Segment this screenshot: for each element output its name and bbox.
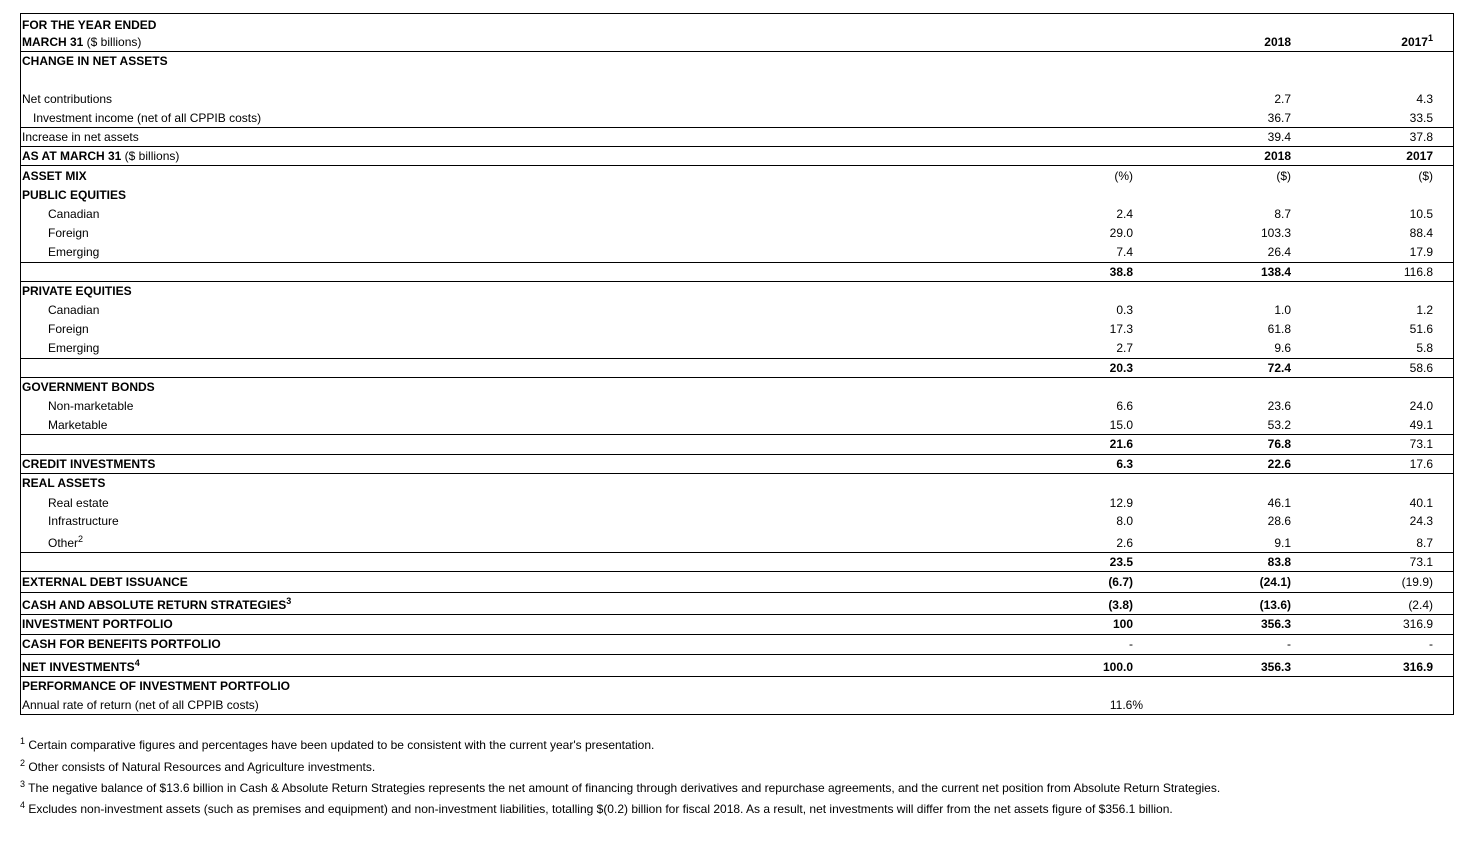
row-2017: 8.7 bbox=[1416, 536, 1433, 550]
public-equities-heading-row bbox=[21, 185, 1453, 205]
table-row bbox=[21, 300, 1453, 320]
row-pct: 2.7 bbox=[1116, 341, 1133, 355]
total-pct: 23.5 bbox=[1109, 555, 1133, 569]
investment-portfolio-row bbox=[21, 614, 1453, 634]
net-investments-pct: 100.0 bbox=[1102, 660, 1133, 674]
row-2017: 24.3 bbox=[1409, 514, 1433, 528]
asset-mix-d2: ($) bbox=[1418, 169, 1433, 183]
row-2017: 40.1 bbox=[1409, 496, 1433, 510]
as-at-2017: 2017 bbox=[1406, 149, 1433, 163]
cash-absolute-2017: (2.4) bbox=[1408, 598, 1433, 612]
external-debt-label: EXTERNAL DEBT ISSUANCE bbox=[22, 575, 188, 589]
net-investments-2018: 356.3 bbox=[1260, 660, 1291, 674]
total-pct: 21.6 bbox=[1109, 437, 1133, 451]
row-2018: 23.6 bbox=[1267, 399, 1291, 413]
total-pct: 38.8 bbox=[1109, 265, 1133, 279]
increase-label: Increase in net assets bbox=[22, 130, 139, 144]
total-2017: 116.8 bbox=[1403, 265, 1433, 279]
credit-2017: 17.6 bbox=[1409, 457, 1433, 471]
table-row bbox=[21, 338, 1453, 358]
march-31-label: MARCH 31 ($ billions) bbox=[22, 35, 142, 49]
row-label: Non-marketable bbox=[48, 399, 134, 413]
total-2017: 73.1 bbox=[1409, 555, 1433, 569]
as-at-2018: 2018 bbox=[1264, 149, 1291, 163]
credit-label: CREDIT INVESTMENTS bbox=[22, 457, 156, 471]
government-bonds-heading-row bbox=[21, 377, 1453, 397]
table-row bbox=[21, 511, 1453, 531]
row-label: Marketable bbox=[48, 418, 108, 432]
row-2018: 1.0 bbox=[1274, 303, 1291, 317]
as-at-row bbox=[21, 146, 1453, 166]
private-equities-heading-row bbox=[21, 281, 1453, 301]
credit-pct: 6.3 bbox=[1116, 457, 1133, 471]
credit-2018: 22.6 bbox=[1267, 457, 1291, 471]
row-2018: 46.1 bbox=[1267, 496, 1291, 510]
investment-portfolio-label: INVESTMENT PORTFOLIO bbox=[22, 617, 173, 631]
row-label: Other$^2$ bbox=[48, 534, 84, 550]
net-investments-label: NET INVESTMENTS$^4$ bbox=[22, 658, 140, 674]
investment-income-2017: 33.5 bbox=[1409, 111, 1433, 125]
row-2017: 5.8 bbox=[1416, 341, 1433, 355]
investment-income-label: Investment income (net of all CPPIB costs) bbox=[33, 111, 262, 125]
cash-absolute-row bbox=[21, 595, 1453, 615]
asset-mix-pct: (%) bbox=[1114, 169, 1133, 183]
row-2017: 49.1 bbox=[1409, 418, 1433, 432]
row-2017: 1.2 bbox=[1416, 303, 1433, 317]
private-equities-total-row bbox=[21, 358, 1453, 378]
cash-benefits-label: CASH FOR BENEFITS PORTFOLIO bbox=[22, 637, 221, 651]
net-contributions-2018: 2.7 bbox=[1274, 92, 1291, 106]
row-2018: 103.3 bbox=[1260, 226, 1291, 240]
external-debt-2018: (24.1) bbox=[1259, 575, 1291, 589]
government-bonds-heading: GOVERNMENT BONDS bbox=[22, 380, 155, 394]
net-contributions-label: Net contributions bbox=[22, 92, 113, 106]
public-equities-total-row bbox=[21, 262, 1453, 282]
row-pct: 7.4 bbox=[1116, 245, 1133, 259]
annual-return-row bbox=[21, 695, 1453, 715]
col-2018-header: 2018 bbox=[1264, 35, 1291, 49]
external-debt-2017: (19.9) bbox=[1401, 575, 1433, 589]
row-2018: 9.1 bbox=[1274, 536, 1291, 550]
row-pct: 8.0 bbox=[1116, 514, 1133, 528]
performance-heading-row bbox=[21, 676, 1453, 696]
divider bbox=[21, 654, 1453, 655]
table-row bbox=[21, 415, 1453, 435]
real-assets-heading-row bbox=[21, 473, 1453, 493]
row-pct: 17.3 bbox=[1109, 322, 1133, 336]
net-investments-2017: 316.9 bbox=[1402, 660, 1433, 674]
investment-portfolio-pct: 100 bbox=[1112, 617, 1133, 631]
row-2018: 26.4 bbox=[1267, 245, 1291, 259]
total-2017: 58.6 bbox=[1409, 361, 1433, 375]
row-2017: 10.5 bbox=[1409, 207, 1433, 221]
net-contributions-row bbox=[21, 89, 1453, 109]
investment-portfolio-2017: 316.9 bbox=[1402, 617, 1433, 631]
row-2018: 8.7 bbox=[1274, 207, 1291, 221]
footnote: $^2$ Other consists of Natural Resources and Agriculture investments. bbox=[20, 758, 376, 774]
col-2017-header: 2017$^1$ bbox=[1401, 33, 1433, 49]
row-label: Foreign bbox=[48, 226, 89, 240]
row-2017: 88.4 bbox=[1409, 226, 1433, 240]
footnote: $^1$ Certain comparative figures and percentages have been updated to be consistent with the current year's presentation. bbox=[20, 736, 655, 752]
asset-mix-row bbox=[21, 166, 1453, 186]
table-row bbox=[21, 396, 1453, 416]
performance-heading: PERFORMANCE OF INVESTMENT PORTFOLIO bbox=[22, 679, 291, 693]
cash-benefits-2017: - bbox=[1429, 637, 1433, 651]
asset-mix-label: ASSET MIX bbox=[22, 169, 87, 183]
increase-2017: 37.8 bbox=[1409, 130, 1433, 144]
row-2018: 9.6 bbox=[1274, 341, 1291, 355]
header-row-2 bbox=[21, 32, 1453, 52]
investment-portfolio-2018: 356.3 bbox=[1260, 617, 1291, 631]
year-ended-label: FOR THE YEAR ENDED bbox=[22, 18, 157, 32]
as-at-label: AS AT MARCH 31 ($ billions) bbox=[22, 149, 180, 163]
row-label: Foreign bbox=[48, 322, 89, 336]
credit-investments-row bbox=[21, 454, 1453, 474]
change-heading: CHANGE IN NET ASSETS bbox=[22, 54, 168, 68]
table-row bbox=[21, 242, 1453, 262]
investment-income-2018: 36.7 bbox=[1267, 111, 1291, 125]
row-pct: 0.3 bbox=[1116, 303, 1133, 317]
row-2018: 53.2 bbox=[1267, 418, 1291, 432]
government-bonds-total-row bbox=[21, 434, 1453, 454]
investment-income-row bbox=[21, 108, 1453, 128]
cash-benefits-pct: - bbox=[1129, 637, 1133, 651]
asset-mix-d1: ($) bbox=[1276, 169, 1291, 183]
row-pct: 15.0 bbox=[1109, 418, 1133, 432]
row-pct: 2.4 bbox=[1116, 207, 1133, 221]
net-contributions-2017: 4.3 bbox=[1416, 92, 1433, 106]
row-pct: 12.9 bbox=[1109, 496, 1133, 510]
annual-return-label: Annual rate of return (net of all CPPIB costs) bbox=[22, 698, 259, 712]
total-pct: 20.3 bbox=[1109, 361, 1133, 375]
total-2018: 76.8 bbox=[1267, 437, 1291, 451]
row-label: Infrastructure bbox=[48, 514, 119, 528]
net-investments-row bbox=[21, 657, 1453, 677]
cash-absolute-label: CASH AND ABSOLUTE RETURN STRATEGIES$^3$ bbox=[22, 596, 292, 612]
total-2018: 83.8 bbox=[1267, 555, 1291, 569]
table-row bbox=[21, 204, 1453, 224]
row-label: Canadian bbox=[48, 207, 100, 221]
table-row bbox=[21, 223, 1453, 243]
cash-benefits-row bbox=[21, 634, 1453, 654]
table-row bbox=[21, 319, 1453, 339]
row-label: Canadian bbox=[48, 303, 100, 317]
annual-return-pct: 11.6% bbox=[1109, 698, 1143, 712]
cash-absolute-2018: (13.6) bbox=[1259, 598, 1291, 612]
row-label: Real estate bbox=[48, 496, 109, 510]
financial-table bbox=[20, 13, 1454, 715]
total-2018: 138.4 bbox=[1260, 265, 1291, 279]
private-equities-heading: PRIVATE EQUITIES bbox=[22, 284, 132, 298]
row-pct: 2.6 bbox=[1116, 536, 1133, 550]
row-pct: 29.0 bbox=[1109, 226, 1133, 240]
change-heading-row bbox=[21, 51, 1453, 71]
public-equities-heading: PUBLIC EQUITIES bbox=[22, 188, 127, 202]
increase-row bbox=[21, 127, 1453, 147]
row-pct: 6.6 bbox=[1116, 399, 1133, 413]
external-debt-pct: (6.7) bbox=[1108, 575, 1133, 589]
row-label: Emerging bbox=[48, 245, 100, 259]
external-debt-row bbox=[21, 572, 1453, 592]
total-2017: 73.1 bbox=[1409, 437, 1433, 451]
cash-absolute-pct: (3.8) bbox=[1108, 598, 1133, 612]
divider bbox=[21, 592, 1453, 593]
footnote: $^4$ Excludes non-investment assets (such as premises and equipment) and non-investment liabilities, totalling $(0.2) billion for fiscal 2018. As a result, net investments will differ from the net assets figure of $356.1 billion. bbox=[20, 800, 1173, 816]
row-2018: 28.6 bbox=[1267, 514, 1291, 528]
row-2017: 51.6 bbox=[1409, 322, 1433, 336]
real-assets-heading: REAL ASSETS bbox=[22, 476, 106, 490]
total-2018: 72.4 bbox=[1267, 361, 1291, 375]
table-row bbox=[21, 493, 1453, 513]
row-2018: 61.8 bbox=[1267, 322, 1291, 336]
row-2017: 24.0 bbox=[1409, 399, 1433, 413]
footnote: $^3$ The negative balance of $13.6 billion in Cash & Absolute Return Strategies represents the net amount of financing through derivatives and repurchase agreements, and the current net position from Absolute Return Strategies. bbox=[20, 779, 1221, 795]
cash-benefits-2018: - bbox=[1287, 637, 1291, 651]
increase-2018: 39.4 bbox=[1267, 130, 1291, 144]
row-label: Emerging bbox=[48, 341, 100, 355]
row-2017: 17.9 bbox=[1409, 245, 1433, 259]
table-row bbox=[21, 533, 1453, 553]
real-assets-total-row bbox=[21, 552, 1453, 572]
